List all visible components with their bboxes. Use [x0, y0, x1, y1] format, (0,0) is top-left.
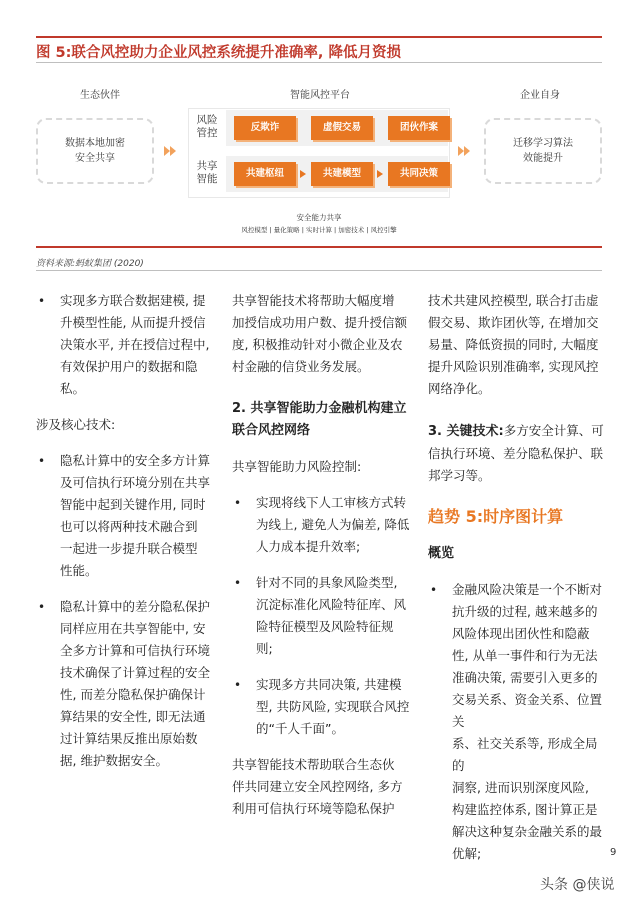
core-tech-heading: 涉及核心技术:	[36, 417, 116, 432]
row-label-shared: 共享 智能	[196, 160, 218, 185]
list-item: • 实现将线下人工审核方式转 为线上, 避免人为偏差, 降低 人力成本提升效率;	[232, 492, 414, 558]
page-number: 9	[610, 847, 617, 858]
list-item: • 实现多方联合数据建模, 提 升模型性能, 从而提升授信 决策水平, 并在授信过程中, 有效保护用户的数据和隐 私。	[36, 290, 216, 400]
arrow-right-icon	[170, 146, 176, 156]
list-item: • 针对不同的具象风险类型, 沉淀标准化风险特征库、风 险特征模型及风险特征规 则;	[232, 572, 414, 660]
list-item: • 实现多方共同决策, 共建模 型, 共防风险, 实现联合风控 的“千人千面”。	[232, 674, 414, 740]
column-3	[428, 290, 608, 865]
list-item: • 隐私计算中的安全多方计算 及可信执行环境分别在共享 智能中起到关键作用, 同时 也可以将两种技术融合到 一起进一步提升联合模型 性能。	[36, 450, 216, 582]
column-2	[232, 290, 414, 820]
security-title: 安全能力共享	[296, 213, 342, 222]
arrow-right-icon	[377, 170, 383, 178]
list-item: • 金融风险决策是一个不断对 抗升级的过程, 越来越多的 风险体现出团伙性和隐蔽 性, 从单一事件和行为无法 准确决策, 需要引入更多的 交易关系、资金关系、位置关 系、社交关系等, 形成全局的 洞察, 进而识别深度风险, 构建监控体系, 图计算正是 解决这种复杂金融关系的最 优解;	[428, 579, 608, 865]
source-rule	[36, 270, 602, 271]
col-head-platform: 智能风控平台	[290, 90, 350, 101]
watermark: 头条 @侠说	[540, 877, 615, 893]
overview-heading: 概览	[428, 546, 455, 561]
list-item: • 隐私计算中的差分隐私保护 同样应用在共享智能中, 安 全多方计算和可信执行环境 技术确保了计算过程的安全 性, 而差分隐私保护确保计 算结果的安全性, 即无法通 过计算结果反推出原始数 据, 维护数据安全。	[36, 596, 216, 772]
paragraph: 共享智能技术帮助联合生态伙 伴共同建立安全风控网络, 多方 利用可信执行环境等隐私保护	[232, 757, 403, 816]
partner-box: 数据本地加密 安全共享	[36, 118, 154, 184]
figure-bottom-rule	[36, 246, 602, 248]
co-build-model-tag: 共建模型	[311, 162, 373, 186]
paragraph: 技术共建风控模型, 联合打击虚 假交易、欺诈团伙等, 在增加交 易量、降低资损的同时, 大幅度 提升风险识别准确率, 实现风控 网络净化。	[428, 293, 599, 396]
arrow-right-icon	[464, 146, 470, 156]
fake-trade-tag: 虚假交易	[311, 116, 373, 140]
anti-fraud-tag: 反欺诈	[234, 116, 296, 140]
paragraph: 共享智能助力风险控制:	[232, 459, 362, 474]
gang-crime-tag: 团伙作案	[388, 116, 450, 140]
row-label-risk: 风险 管控	[196, 114, 218, 139]
security-items: 风控模型 | 量化策略 | 实时计算 | 加密技术 | 风控引擎	[241, 226, 397, 234]
section-heading: 2. 共享智能助力金融机构建立 联合风控网络	[232, 401, 407, 438]
enterprise-box: 迁移学习算法 效能提升	[484, 118, 602, 184]
col-head-partner: 生态伙伴	[80, 90, 120, 101]
title-underline	[36, 62, 602, 63]
arrow-right-icon	[300, 170, 306, 178]
column-1	[36, 290, 216, 772]
paragraph: 共享智能技术将帮助大幅度增 加授信成功用户数、提升授信额 度, 积极推动针对小微企业及农 村金融的信贷业务发展。	[232, 293, 408, 374]
co-decision-tag: 共同决策	[388, 162, 450, 186]
col-head-enterprise: 企业自身	[520, 90, 560, 101]
figure-source: 资料来源:蚂蚁集团 (2020)	[36, 259, 144, 269]
figure-title: 图 5:联合风控助力企业风控系统提升准确率, 降低月资损	[36, 36, 602, 62]
co-build-hub-tag: 共建枢纽	[234, 162, 296, 186]
trend-heading: 趋势 5:时序图计算	[428, 507, 564, 526]
key-tech-paragraph: 3. 关键技术:多方安全计算、可 信执行环境、差分隐私保护、联 邦学习等。	[428, 423, 604, 483]
